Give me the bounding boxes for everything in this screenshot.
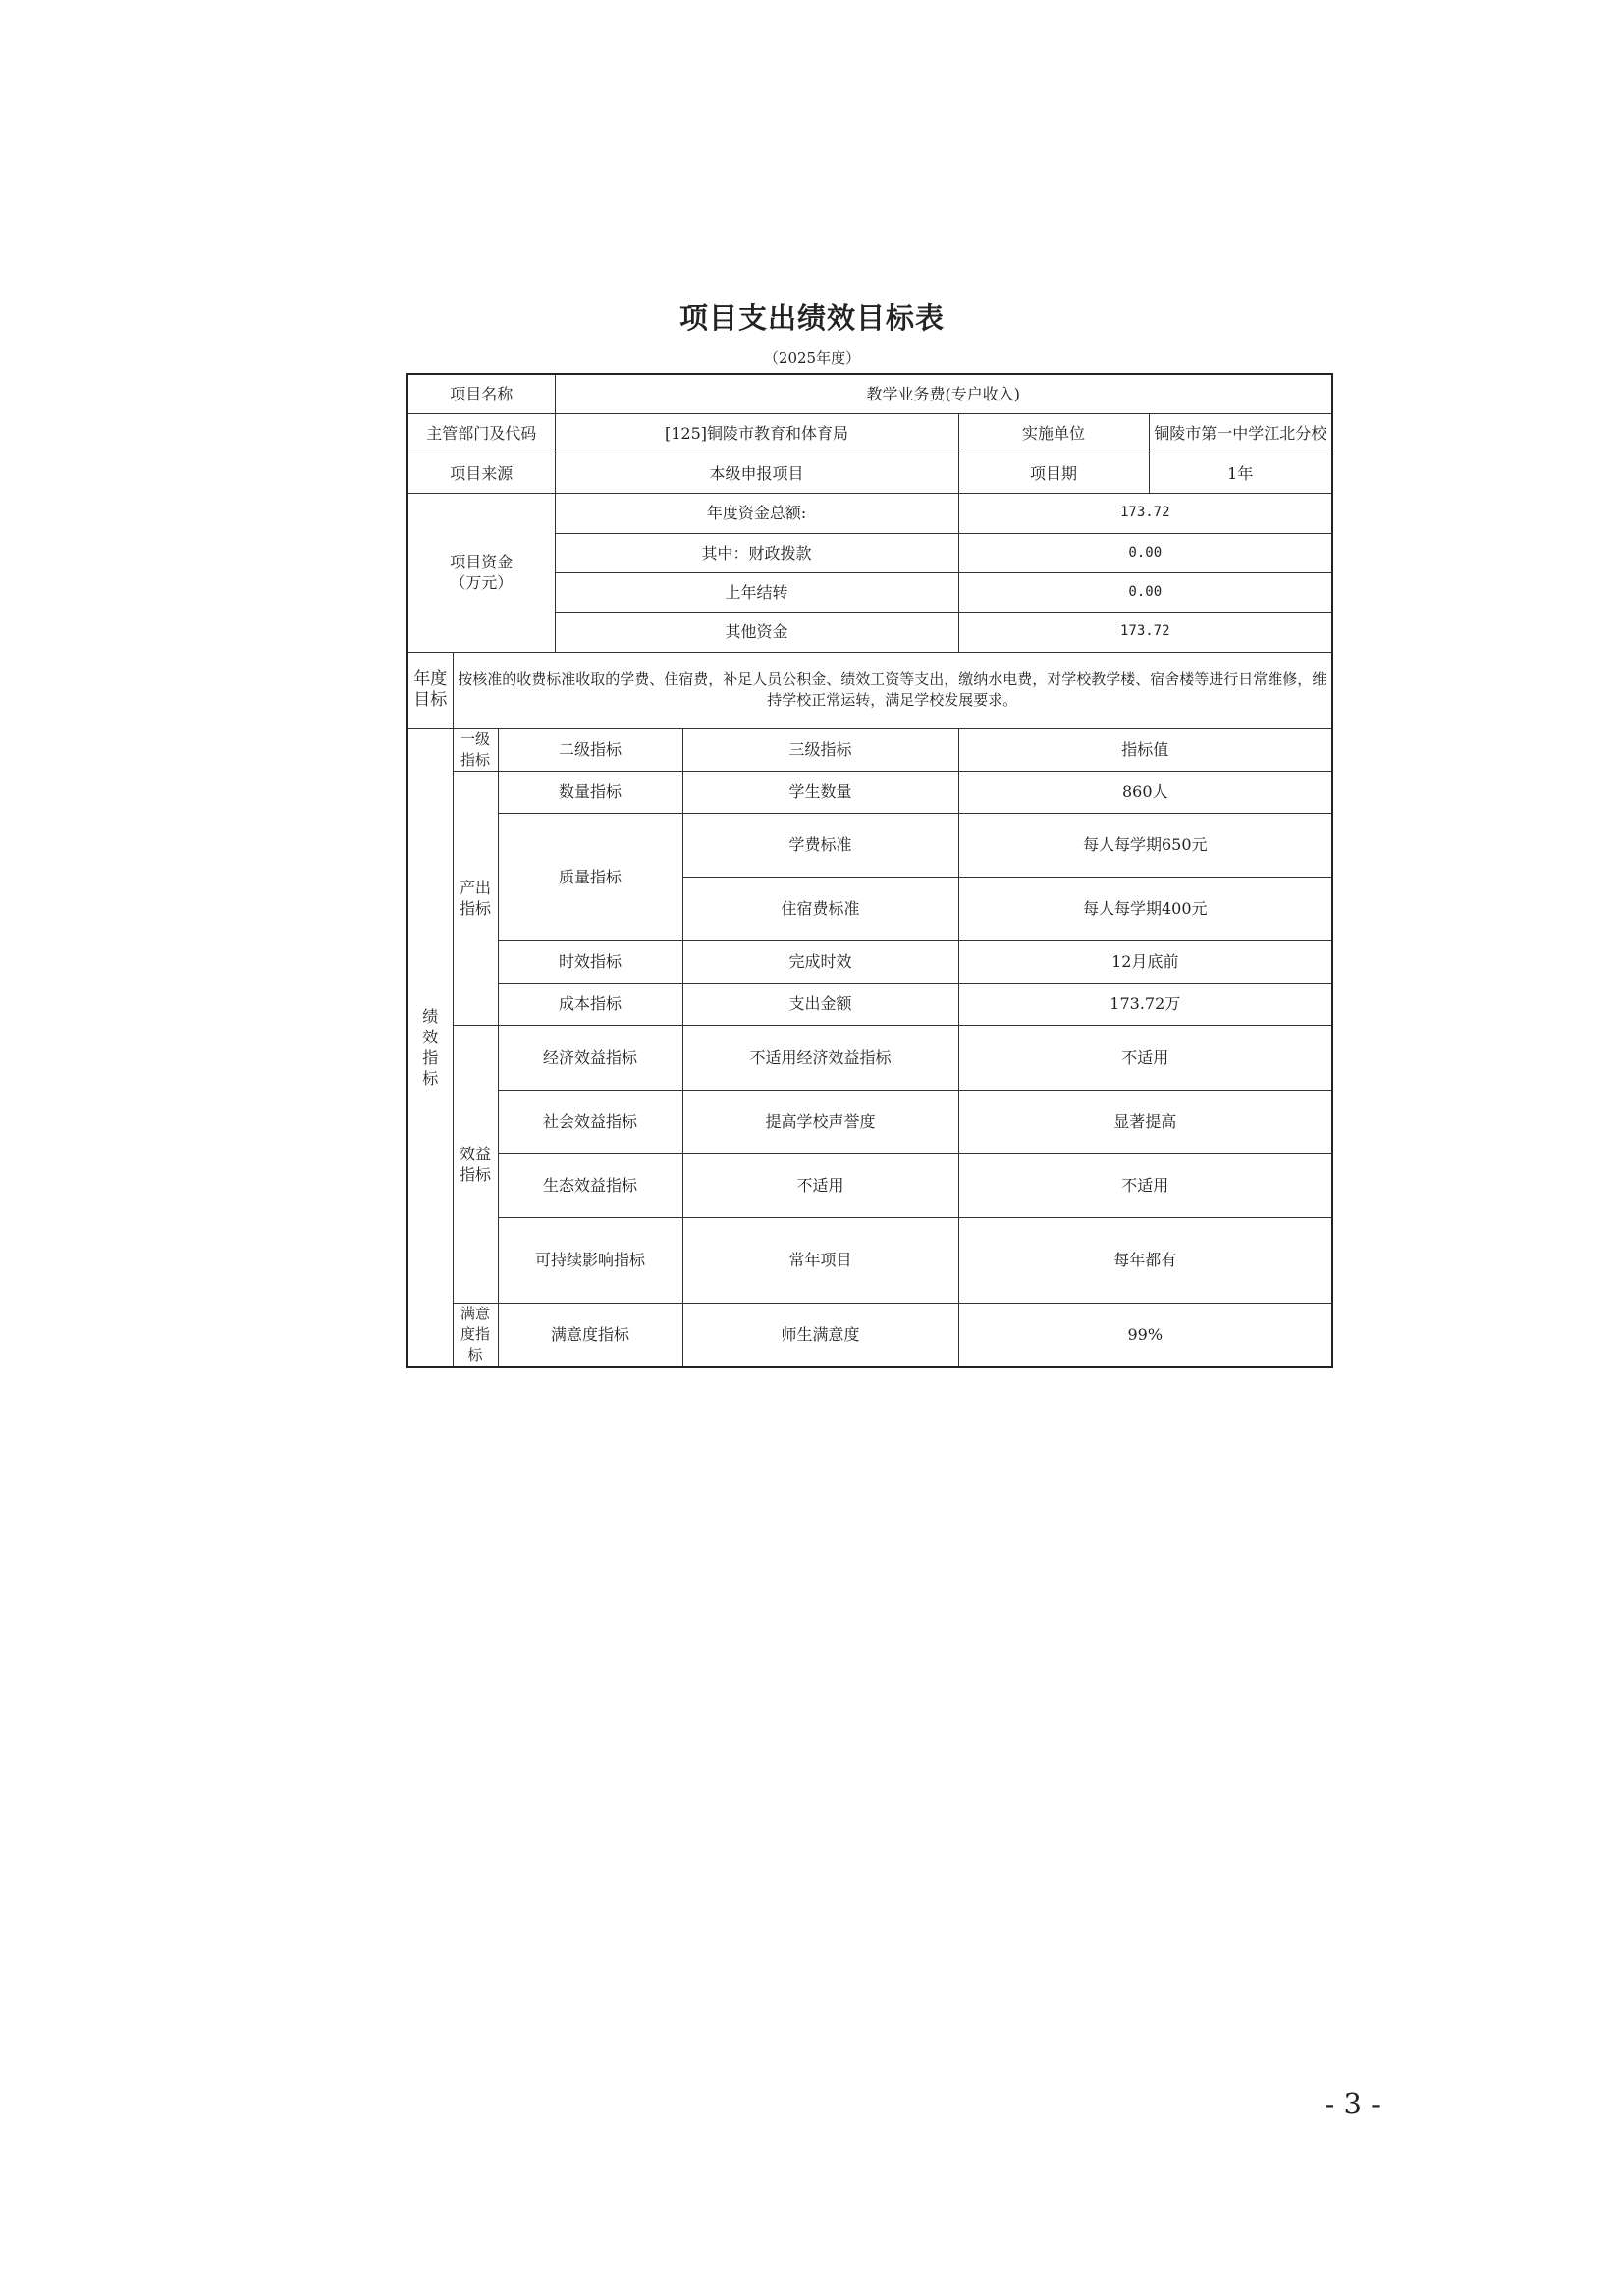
- row-annual-goal: [407, 652, 1332, 728]
- project-source-label: 项目来源: [407, 454, 555, 493]
- header-level3: 三级指标: [682, 728, 958, 771]
- indicator-level3: 住宿费标准: [682, 877, 958, 940]
- indicator-level2: 质量指标: [498, 813, 682, 940]
- implementing-unit-label: 实施单位: [958, 413, 1149, 454]
- table-row: [407, 1090, 1332, 1153]
- document-year: （2025年度）: [763, 349, 861, 367]
- page-number: - 3 -: [1325, 2087, 1380, 2120]
- table-row: [407, 1025, 1332, 1090]
- fund-fiscal-value: 0.00: [958, 533, 1332, 572]
- indicator-level2: 满意度指标: [498, 1303, 682, 1367]
- table-row: [407, 1153, 1332, 1217]
- table-row: [407, 983, 1332, 1025]
- indicator-value: 每年都有: [958, 1217, 1332, 1303]
- row-department: [407, 413, 1332, 454]
- department-label: 主管部门及代码: [407, 413, 555, 454]
- row-project-name: [407, 374, 1332, 413]
- indicator-value: 显著提高: [958, 1090, 1332, 1153]
- row-source: [407, 454, 1332, 493]
- indicator-level3: 提高学校声誉度: [682, 1090, 958, 1153]
- project-funds-label: 项目资金 （万元）: [407, 493, 555, 652]
- indicator-value: 不适用: [958, 1153, 1332, 1217]
- document-title: 项目支出绩效目标表: [678, 301, 945, 335]
- indicator-level3: 师生满意度: [682, 1303, 958, 1367]
- indicator-value: 173.72万: [958, 983, 1332, 1025]
- fund-other-value: 173.72: [958, 612, 1332, 652]
- table-row: [407, 1217, 1332, 1303]
- table-row: [407, 940, 1332, 983]
- indicator-value: 12月底前: [958, 940, 1332, 983]
- implementing-unit-value: 铜陵市第一中学江北分校: [1149, 413, 1332, 454]
- indicator-level3: 学生数量: [682, 771, 958, 813]
- project-name-label: 项目名称: [407, 374, 555, 413]
- indicator-level3: 常年项目: [682, 1217, 958, 1303]
- project-source-value: 本级申报项目: [555, 454, 958, 493]
- fund-fiscal-label: 其中：财政拨款: [555, 533, 958, 572]
- output-indicators-label: 产出 指标: [453, 771, 498, 1025]
- indicator-level3: 不适用: [682, 1153, 958, 1217]
- indicator-value: 860人: [958, 771, 1332, 813]
- project-name-value: 教学业务费(专户收入): [555, 374, 1332, 413]
- fund-total-label: 年度资金总额:: [555, 493, 958, 533]
- header-value: 指标值: [958, 728, 1332, 771]
- header-level2: 二级指标: [498, 728, 682, 771]
- indicator-level2: 生态效益指标: [498, 1153, 682, 1217]
- table-row: [407, 813, 1332, 877]
- indicator-value: 每人每学期650元: [958, 813, 1332, 877]
- fund-other-label: 其他资金: [555, 612, 958, 652]
- indicator-level2: 可持续影响指标: [498, 1217, 682, 1303]
- performance-indicators-label: 绩 效 指 标: [407, 728, 453, 1367]
- indicator-level2: 时效指标: [498, 940, 682, 983]
- performance-target-table: [406, 373, 1333, 1368]
- annual-goal-text: 按核准的收费标准收取的学费、住宿费，补足人员公积金、绩效工资等支出，缴纳水电费，对学校教学楼、宿舍楼等进行日常维修，维持学校正常运转，满足学校发展要求。: [453, 652, 1332, 728]
- satisfaction-indicators-label: 满意 度指 标: [453, 1303, 498, 1367]
- indicator-level2: 社会效益指标: [498, 1090, 682, 1153]
- annual-goal-label: 年度 目标: [407, 652, 453, 728]
- department-value: [125]铜陵市教育和体育局: [555, 413, 958, 454]
- indicator-level2: 数量指标: [498, 771, 682, 813]
- indicator-level3: 支出金额: [682, 983, 958, 1025]
- indicator-level2: 成本指标: [498, 983, 682, 1025]
- fund-total-value: 173.72: [958, 493, 1332, 533]
- indicator-level3: 不适用经济效益指标: [682, 1025, 958, 1090]
- indicator-level3: 学费标准: [682, 813, 958, 877]
- indicator-value: 99%: [958, 1303, 1332, 1367]
- row-indicator-header: [407, 728, 1332, 771]
- row-fund-total: [407, 493, 1332, 533]
- indicator-value: 每人每学期400元: [958, 877, 1332, 940]
- project-period-value: 1年: [1149, 454, 1332, 493]
- indicator-value: 不适用: [958, 1025, 1332, 1090]
- indicator-level3: 完成时效: [682, 940, 958, 983]
- indicator-level2: 经济效益指标: [498, 1025, 682, 1090]
- fund-carryover-value: 0.00: [958, 572, 1332, 612]
- table-row: [407, 1303, 1332, 1367]
- table-row: [407, 771, 1332, 813]
- fund-carryover-label: 上年结转: [555, 572, 958, 612]
- header-level1: 一级 指标: [453, 728, 498, 771]
- benefit-indicators-label: 效益 指标: [453, 1025, 498, 1303]
- project-period-label: 项目期: [958, 454, 1149, 493]
